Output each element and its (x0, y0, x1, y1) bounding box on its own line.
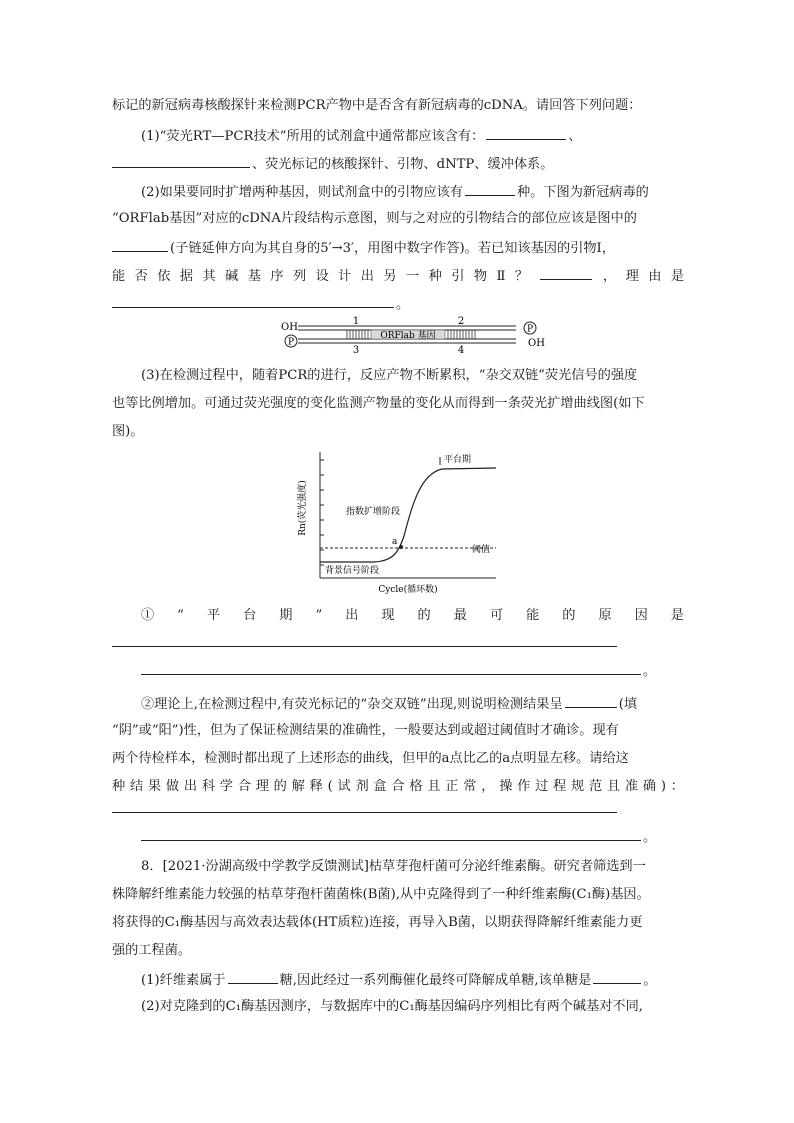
answer-rule-s1-1[interactable] (112, 646, 617, 647)
y-axis-label: Rn(荧光强度) (298, 480, 308, 536)
q3-line-2: 也等比例增加。可通过荧光强度的变化监测产物量的变化从而得到一条荧光扩增曲线图(如下 (112, 396, 645, 411)
q2-line-5: 。 (112, 293, 684, 315)
q2-line-4: 能否依据其碱基序列设计出另一种引物Ⅱ？ ，理由是 (112, 265, 684, 287)
q2-line-1: (2)如果要同时扩增两种基因，则试剂盒中的引物应该有 种。下图为新冠病毒的 (141, 181, 684, 203)
q8-line-1: 8．[2021·汾湖高级中学教学反馈测试]枯草芽孢杆菌可分泌纤维素酶。研究者筛选到一 (141, 859, 646, 874)
answer-blank-sugar-type[interactable] (228, 969, 278, 984)
primer-site-left-hatch (347, 330, 368, 339)
q8-sub2-line: (2)对克隆到的C₁酶基因测序，与数据库中的C₁酶基因编码序列相比有两个碱基对不同, (141, 999, 643, 1014)
q1-line-2: 、荧光标记的核酸探针、引物、dNTP、缓冲体系。 (112, 153, 684, 175)
exponential-phase-label: 指数扩增阶段 (346, 507, 401, 517)
phosphate-right-label: P (526, 324, 534, 335)
primer-site-right-hatch (448, 330, 475, 339)
q2-line-2: “ORFlab基因”对应的cDNA片段结构示意图，则与之对应的引物结合的部位应该是图中的 (112, 211, 637, 226)
answer-rule-s2-1[interactable] (112, 812, 617, 813)
site-1-label: 1 (352, 316, 360, 327)
answer-blank-primer-count[interactable] (465, 181, 515, 196)
answer-blank-monosaccharide[interactable] (593, 969, 641, 984)
q8-line-4: 强的工程菌。 (112, 943, 192, 958)
sub2-line-4: 种结果做出科学合理的解释(试剂盒合格且正常，操作过程规范且准确)： (112, 779, 684, 794)
sub1-line: ①“平台期”出现的最可能的原因是 (141, 608, 684, 623)
point-a-label: a (392, 537, 398, 547)
answer-blank-binding-site[interactable] (112, 237, 168, 252)
answer-rule-s1-2[interactable] (141, 660, 641, 675)
q2-line-3: (子链延伸方向为其自身的5′→3′，用图中数字作答)。若已知该基因的引物Ⅰ， (112, 237, 684, 259)
q8-line-2: 株降解纤维素能力较强的枯草芽孢杆菌菌株(B菌),从中克隆得到了一种纤维素酶(C₁酶)基因。 (112, 887, 650, 902)
sub2-line-2: “阴”或“阳”)性，但为了保证检测结果的准确性，一般要达到或超过阈值时才确诊。现有 (112, 723, 619, 738)
phosphate-left-label: P (287, 337, 295, 348)
site-3-label: 3 (352, 345, 360, 354)
x-axis-label: Cycle(循环数) (378, 585, 438, 595)
answer-blank-reason[interactable] (112, 293, 394, 308)
site-2-label: 2 (457, 316, 465, 327)
orflab-gene-label: ORFlab 基因 (380, 331, 436, 341)
answer-rule-s2-2[interactable] (141, 826, 641, 841)
q8-sub1-line: (1)纤维素属于 糖,因此经过一系列酶催化最终可降解成单糖,该单糖是 。 (141, 969, 684, 991)
sub2-line-3: 两个待检样本，检测时都出现了上述形态的曲线，但甲的a点比乙的a点明显左移。请给这 (112, 751, 629, 766)
background-phase-label: 背景信号阶段 (325, 566, 380, 576)
sub1-answer-line: 。 (141, 660, 684, 682)
q3-line-3: 图)。 (112, 424, 144, 439)
q3-line-1: (3)在检测过程中，随着PCR的进行，反应产物不断累积，“杂交双链”荧光信号的强度 (141, 368, 638, 383)
intro-line: 标记的新冠病毒核酸探针来检测PCR产物中是否含有新冠病毒的cDNA。请回答下列问题： (112, 98, 642, 113)
q8-line-3: 将获得的C₁酶基因与高效表达载体(HT质粒)连接，再导入B菌，以期获得降解纤维素能力更 (112, 915, 643, 930)
threshold-label: 阈值 (471, 545, 490, 555)
answer-blank-primer2[interactable] (540, 265, 592, 280)
cdna-structure-diagram (278, 316, 548, 354)
oh-left-label: OH (281, 322, 298, 333)
answer-blank-yin-yang[interactable] (565, 693, 617, 708)
answer-blank-q1-2[interactable] (112, 153, 250, 168)
sub2-line-1: ②理论上,在检测过程中,有荧光标记的“杂交双链”出现,则说明检测结果呈 (填 (141, 693, 684, 715)
plateau-label: 平台期 (444, 455, 472, 465)
sub2-answer-line: 。 (141, 826, 684, 848)
point-a-marker (399, 545, 403, 549)
amplification-curve-chart (292, 448, 512, 596)
oh-right-label: OH (528, 338, 545, 349)
answer-blank-q1-1[interactable] (486, 125, 566, 140)
site-4-label: 4 (457, 345, 465, 354)
q1-line-1: (1)“荧光RT—PCR技术”所用的试剂盒中通常都应该含有： 、 (141, 125, 684, 147)
